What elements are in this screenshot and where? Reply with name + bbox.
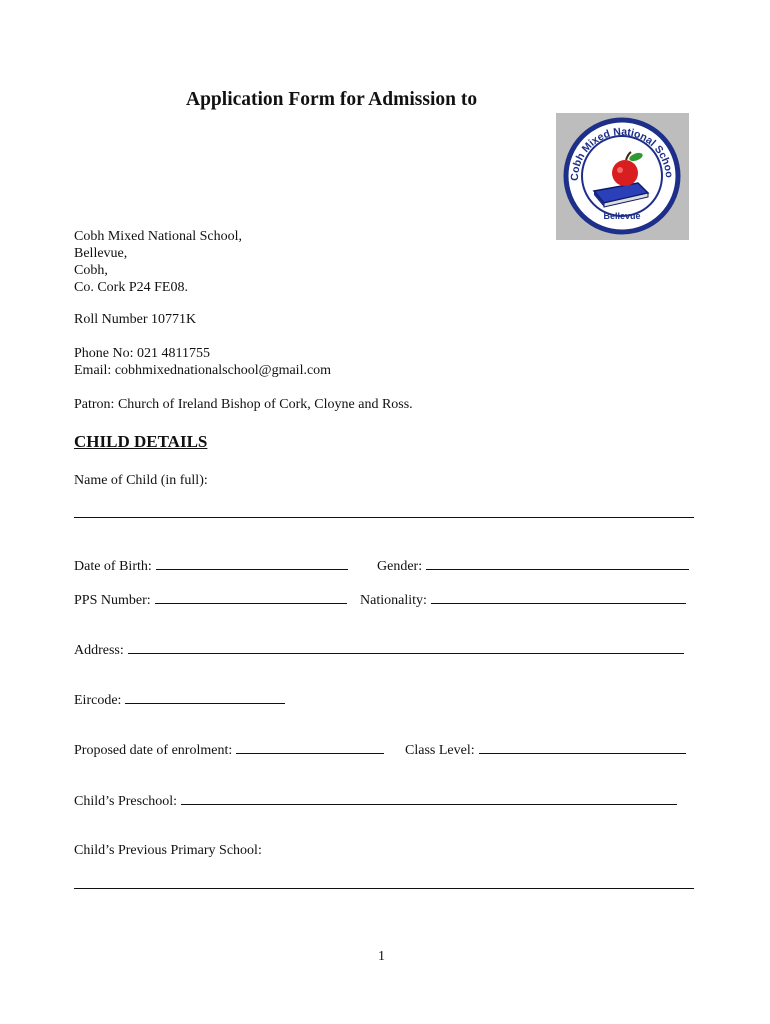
gender-field — [377, 557, 689, 575]
enrolment-field — [74, 741, 384, 759]
nationality-field — [360, 591, 686, 609]
gender-input[interactable] — [426, 557, 689, 570]
class-level-label: Class Level: — [405, 743, 475, 758]
pps-input[interactable] — [155, 591, 347, 604]
logo-text-top: Cobh Mixed National Schoo — [568, 125, 676, 182]
nationality-label: Nationality: — [360, 593, 427, 608]
address-line: Co. Cork P24 FE08. — [74, 280, 188, 295]
enrolment-input[interactable] — [236, 741, 384, 754]
roll-number: Roll Number 10771K — [74, 312, 197, 327]
pps-field — [74, 591, 347, 609]
class-level-input[interactable] — [479, 741, 686, 754]
address-field — [74, 641, 684, 659]
school-address — [74, 228, 242, 296]
eircode-label: Eircode: — [74, 693, 122, 708]
address-line: Bellevue, — [74, 246, 128, 261]
page-number: 1 — [378, 949, 385, 964]
dob-field — [74, 557, 348, 575]
preschool-label: Child’s Preschool: — [74, 794, 178, 809]
school-crest-icon — [556, 113, 689, 240]
gender-label: Gender: — [377, 559, 423, 574]
section-heading: CHILD DETAILS — [74, 432, 208, 451]
school-logo — [556, 113, 689, 240]
email-address: Email: cobhmixednationalschool@gmail.com — [74, 363, 332, 378]
child-name-label: Name of Child (in full): — [74, 473, 208, 488]
class-level-field — [405, 741, 686, 759]
pps-label: PPS Number: — [74, 593, 151, 608]
previous-school-input[interactable] — [74, 888, 694, 889]
address-line: Cobh, — [74, 263, 108, 278]
preschool-field — [74, 792, 677, 810]
preschool-input[interactable] — [181, 792, 677, 805]
eircode-field — [74, 691, 285, 709]
address-label: Address: — [74, 643, 124, 658]
dob-label: Date of Birth: — [74, 559, 152, 574]
nationality-input[interactable] — [431, 591, 686, 604]
child-name-input[interactable] — [74, 517, 694, 518]
enrolment-label: Proposed date of enrolment: — [74, 743, 233, 758]
dob-input[interactable] — [156, 557, 348, 570]
logo-text-bottom: Bellevue — [603, 211, 641, 221]
previous-school-label: Child’s Previous Primary School: — [74, 843, 262, 858]
patron-line: Patron: Church of Ireland Bishop of Cork, Cloyne and Ross. — [74, 397, 413, 412]
address-input[interactable] — [128, 641, 684, 654]
address-line: Cobh Mixed National School, — [74, 229, 242, 244]
phone-number: Phone No: 021 4811755 — [74, 346, 210, 361]
page-title: Application Form for Admission to — [186, 89, 478, 110]
eircode-input[interactable] — [125, 691, 285, 704]
